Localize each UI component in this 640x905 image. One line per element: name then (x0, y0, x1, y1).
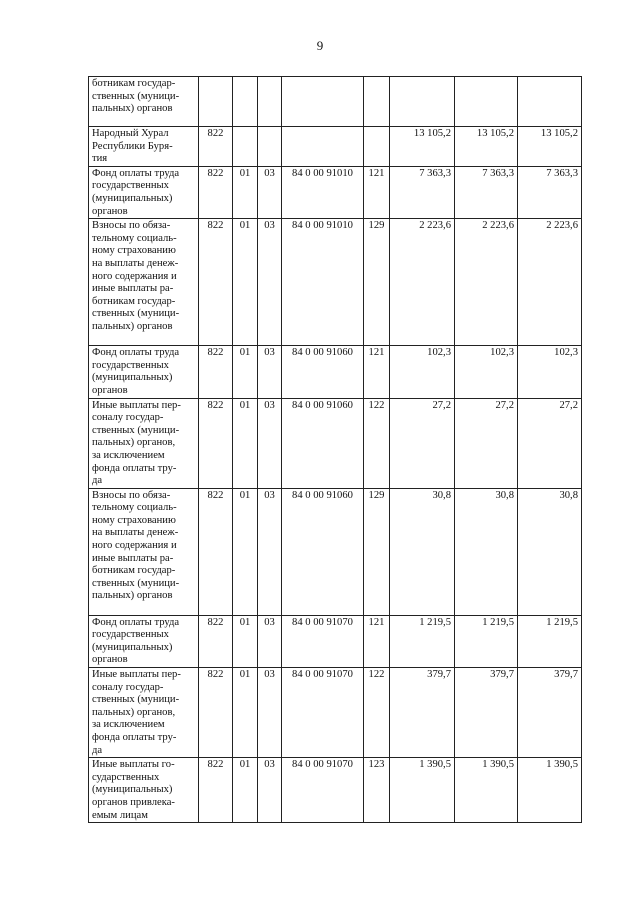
cell-section: 01 (233, 398, 258, 488)
cell-grbs: 822 (199, 346, 233, 398)
cell-expense-type: 121 (364, 166, 390, 218)
table-row (89, 615, 582, 667)
cell-section: 01 (233, 219, 258, 346)
cell-amount-year1: 1 219,5 (390, 615, 455, 667)
cell-section: 01 (233, 166, 258, 218)
cell-expense-type (364, 127, 390, 167)
cell-grbs: 822 (199, 615, 233, 667)
cell-target-article (282, 77, 364, 127)
cell-target-article: 84 0 00 91060 (282, 346, 364, 398)
cell-amount-year1 (390, 77, 455, 127)
cell-amount-year1: 13 105,2 (390, 127, 455, 167)
cell-expense-type: 129 (364, 219, 390, 346)
cell-amount-year2: 13 105,2 (455, 127, 518, 167)
table-row (89, 758, 582, 823)
budget-table (88, 76, 582, 823)
cell-amount-year1: 102,3 (390, 346, 455, 398)
cell-grbs: 822 (199, 398, 233, 488)
cell-subsection (258, 77, 282, 127)
cell-target-article (282, 127, 364, 167)
cell-amount-year3: 30,8 (518, 488, 582, 615)
cell-subsection: 03 (258, 615, 282, 667)
cell-grbs: 822 (199, 758, 233, 823)
row-name: Взносы по обяза- тельному социаль- ному страхованию на выплаты денеж- ного содержания и иные выплаты ра- ботникам государ- ственных (муници- пальных) органов (89, 488, 199, 615)
cell-expense-type: 122 (364, 668, 390, 758)
table-row (89, 668, 582, 758)
cell-amount-year3 (518, 77, 582, 127)
cell-amount-year1: 1 390,5 (390, 758, 455, 823)
cell-amount-year2 (455, 77, 518, 127)
cell-section: 01 (233, 615, 258, 667)
cell-expense-type: 123 (364, 758, 390, 823)
cell-amount-year3: 27,2 (518, 398, 582, 488)
cell-amount-year2: 1 390,5 (455, 758, 518, 823)
cell-section: 01 (233, 346, 258, 398)
cell-target-article: 84 0 00 91070 (282, 758, 364, 823)
cell-subsection: 03 (258, 488, 282, 615)
cell-grbs: 822 (199, 219, 233, 346)
cell-amount-year2: 2 223,6 (455, 219, 518, 346)
cell-target-article: 84 0 00 91070 (282, 668, 364, 758)
cell-amount-year1: 7 363,3 (390, 166, 455, 218)
cell-amount-year2: 1 219,5 (455, 615, 518, 667)
cell-section: 01 (233, 758, 258, 823)
cell-amount-year2: 7 363,3 (455, 166, 518, 218)
row-name: Иные выплаты го- сударственных (муниципальных) органов привлека- емым лицам (89, 758, 199, 823)
cell-grbs: 822 (199, 668, 233, 758)
cell-amount-year3: 2 223,6 (518, 219, 582, 346)
cell-target-article: 84 0 00 91010 (282, 166, 364, 218)
cell-subsection: 03 (258, 668, 282, 758)
cell-subsection: 03 (258, 166, 282, 218)
cell-target-article: 84 0 00 91060 (282, 398, 364, 488)
cell-grbs: 822 (199, 488, 233, 615)
row-name: ботникам государ- ственных (муници- пальных) органов (89, 77, 199, 127)
cell-target-article: 84 0 00 91070 (282, 615, 364, 667)
cell-amount-year3: 1 219,5 (518, 615, 582, 667)
cell-subsection: 03 (258, 346, 282, 398)
table-row (89, 346, 582, 398)
cell-expense-type: 129 (364, 488, 390, 615)
row-name: Иные выплаты пер- соналу государ- ственных (муници- пальных) органов, за исключением фонда оплаты тру- да (89, 398, 199, 488)
cell-amount-year2: 379,7 (455, 668, 518, 758)
table-row (89, 219, 582, 346)
row-name: Фонд оплаты труда государственных (муниципальных) органов (89, 615, 199, 667)
table-row (89, 488, 582, 615)
cell-amount-year2: 30,8 (455, 488, 518, 615)
cell-section (233, 127, 258, 167)
cell-expense-type (364, 77, 390, 127)
table-row (89, 398, 582, 488)
cell-amount-year1: 379,7 (390, 668, 455, 758)
cell-grbs: 822 (199, 166, 233, 218)
row-name: Иные выплаты пер- соналу государ- ственных (муници- пальных) органов, за исключением фонда оплаты тру- да (89, 668, 199, 758)
cell-amount-year3: 13 105,2 (518, 127, 582, 167)
cell-amount-year2: 27,2 (455, 398, 518, 488)
cell-target-article: 84 0 00 91010 (282, 219, 364, 346)
row-name: Фонд оплаты труда государственных (муниципальных) органов (89, 166, 199, 218)
cell-amount-year3: 379,7 (518, 668, 582, 758)
cell-amount-year3: 1 390,5 (518, 758, 582, 823)
cell-subsection (258, 127, 282, 167)
row-name: Фонд оплаты труда государственных (муниципальных) органов (89, 346, 199, 398)
cell-subsection: 03 (258, 758, 282, 823)
cell-amount-year1: 30,8 (390, 488, 455, 615)
cell-section (233, 77, 258, 127)
cell-subsection: 03 (258, 398, 282, 488)
row-name: Взносы по обяза- тельному социаль- ному страхованию на выплаты денеж- ного содержания и иные выплаты ра- ботникам государ- ственных (муници- пальных) органов (89, 219, 199, 346)
cell-amount-year2: 102,3 (455, 346, 518, 398)
table-row (89, 127, 582, 167)
cell-grbs (199, 77, 233, 127)
table-row (89, 77, 582, 127)
cell-amount-year3: 7 363,3 (518, 166, 582, 218)
table-row (89, 166, 582, 218)
cell-target-article: 84 0 00 91060 (282, 488, 364, 615)
cell-expense-type: 121 (364, 346, 390, 398)
cell-section: 01 (233, 668, 258, 758)
cell-amount-year3: 102,3 (518, 346, 582, 398)
row-name: Народный Хурал Республики Буря- тия (89, 127, 199, 167)
cell-amount-year1: 2 223,6 (390, 219, 455, 346)
cell-grbs: 822 (199, 127, 233, 167)
cell-subsection: 03 (258, 219, 282, 346)
cell-section: 01 (233, 488, 258, 615)
cell-expense-type: 122 (364, 398, 390, 488)
cell-amount-year1: 27,2 (390, 398, 455, 488)
cell-expense-type: 121 (364, 615, 390, 667)
page-number: 9 (316, 38, 324, 53)
